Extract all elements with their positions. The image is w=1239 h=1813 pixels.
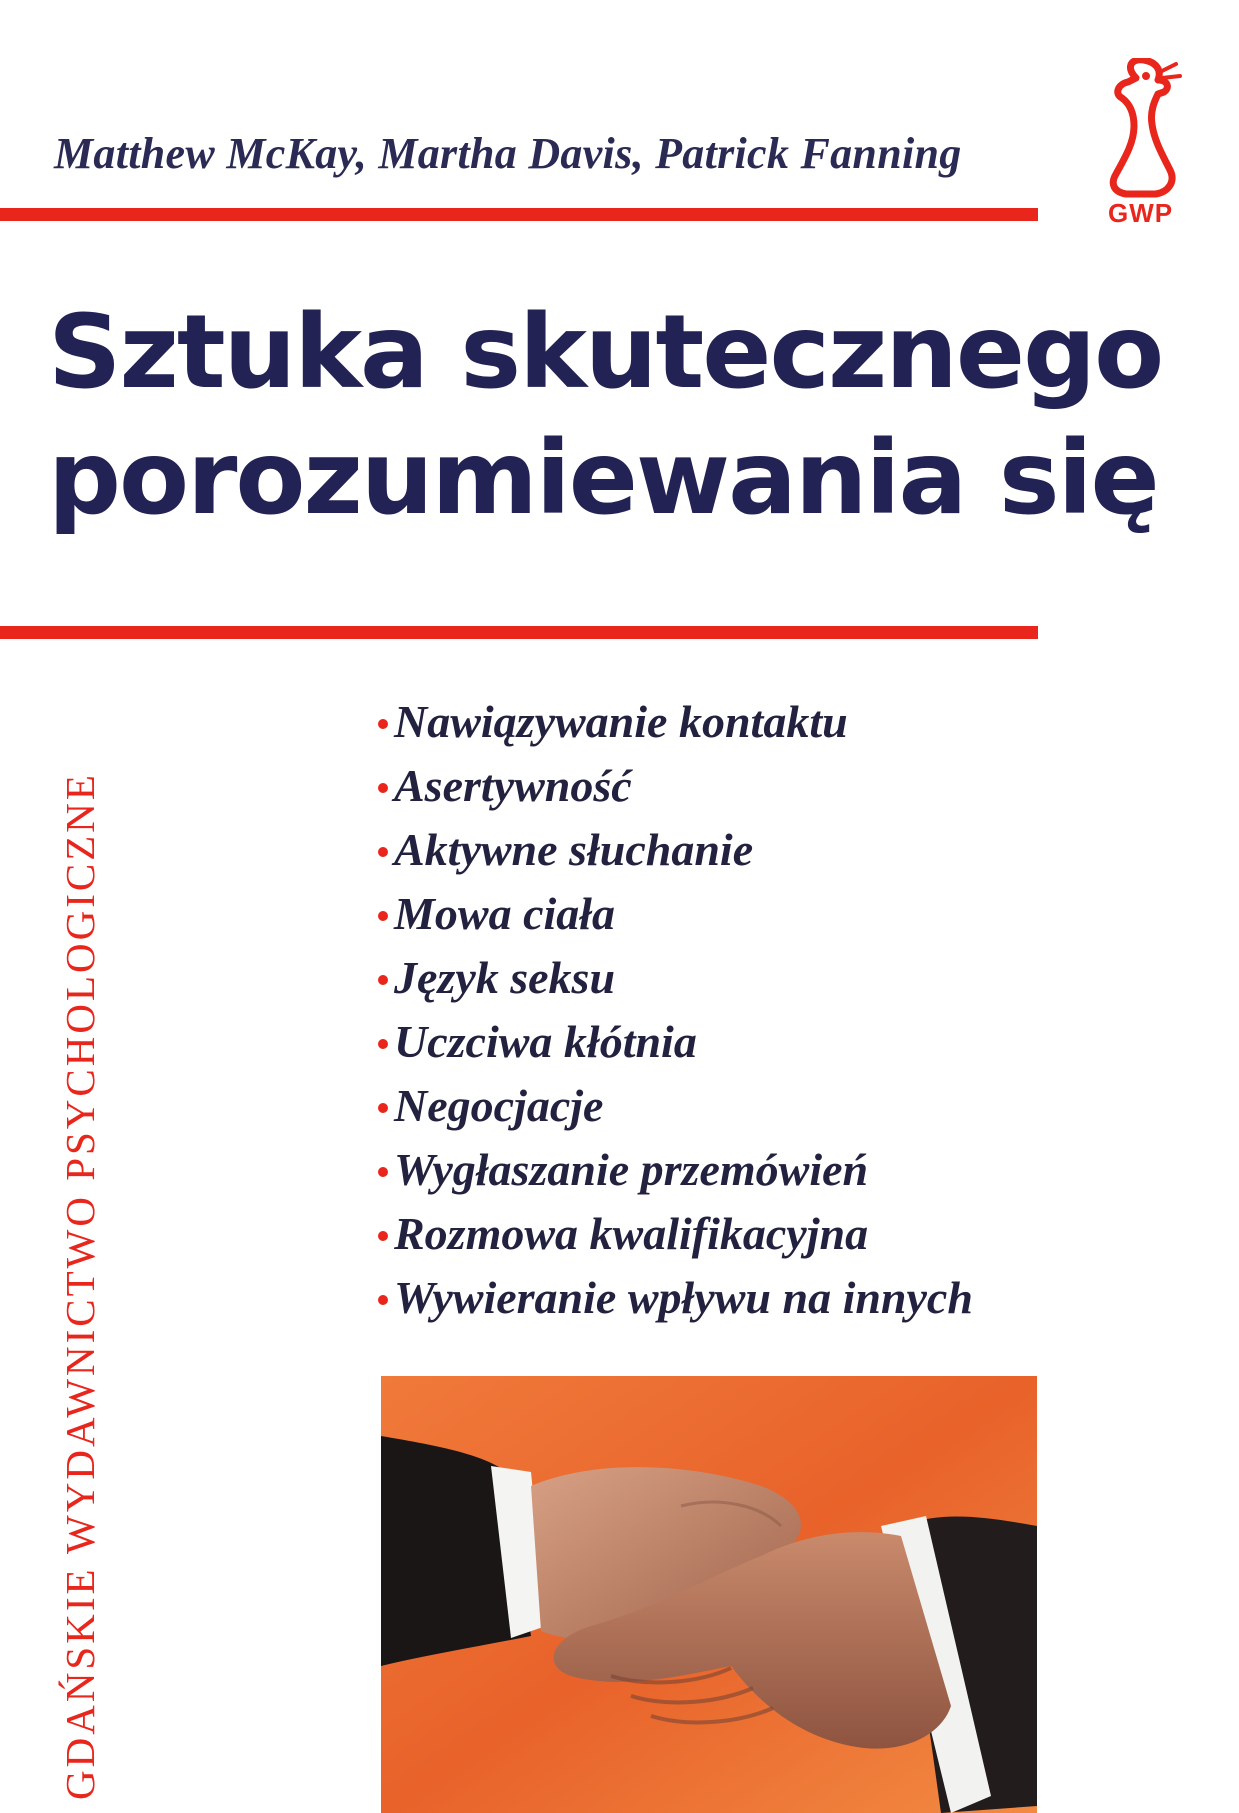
topic-item — [378, 1010, 973, 1074]
topic-item — [378, 754, 973, 818]
bullet-icon — [378, 719, 388, 729]
topic-label: Wygłaszanie przemówień — [394, 1144, 869, 1195]
handshake-photo — [381, 1376, 1037, 1813]
bullet-icon — [378, 975, 388, 985]
topic-item — [378, 818, 973, 882]
red-rule-top — [0, 208, 1038, 221]
red-rule-bottom — [0, 626, 1038, 639]
topic-label: Wywieranie wpływu na innych — [394, 1272, 973, 1323]
topic-label: Język seksu — [394, 952, 616, 1003]
bullet-icon — [378, 1231, 388, 1241]
bullet-icon — [378, 1295, 388, 1305]
topic-label: Mowa ciała — [394, 888, 616, 939]
topic-label: Rozmowa kwalifikacyjna — [394, 1208, 869, 1259]
topic-item — [378, 1074, 973, 1138]
topic-label: Negocjacje — [394, 1080, 604, 1131]
bullet-icon — [378, 847, 388, 857]
title-line-1: Sztuka skutecznego — [48, 293, 1163, 412]
bullet-icon — [378, 1167, 388, 1177]
bullet-icon — [378, 911, 388, 921]
publisher-name: GDAŃSKIE WYDAWNICTWO PSYCHOLOGICZNE — [57, 772, 103, 1800]
topic-label: Aktywne słuchanie — [394, 824, 754, 875]
authors: Matthew McKay, Martha Davis, Patrick Fanning — [54, 129, 962, 178]
topic-item — [378, 1202, 973, 1266]
topic-item — [378, 690, 973, 754]
topic-item — [378, 1266, 973, 1330]
topic-item — [378, 946, 973, 1010]
logo-text: GWP — [1108, 198, 1174, 228]
bullet-icon — [378, 1039, 388, 1049]
topic-label: Asertywność — [394, 760, 632, 811]
bullet-icon — [378, 1103, 388, 1113]
topic-label: Uczciwa kłótnia — [394, 1016, 697, 1067]
topic-item — [378, 1138, 973, 1202]
book-title — [48, 290, 1162, 542]
bullet-icon — [378, 783, 388, 793]
topic-label: Nawiązywanie kontaktu — [394, 696, 848, 747]
title-line-2: porozumiewania się — [48, 419, 1158, 538]
topic-item — [378, 882, 973, 946]
topics-list — [378, 690, 973, 1330]
